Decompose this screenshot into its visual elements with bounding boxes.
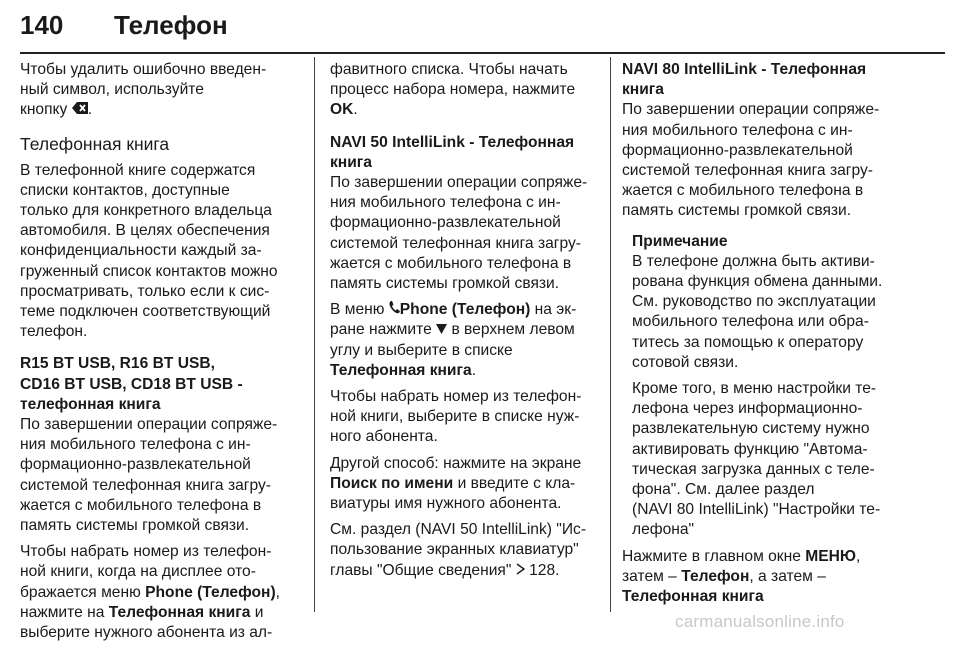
reference-arrow-icon bbox=[516, 561, 525, 581]
phone-icon bbox=[389, 300, 400, 320]
page-reference[interactable]: 128. bbox=[529, 561, 560, 579]
column-1 bbox=[20, 60, 305, 649]
paragraph: фавитного списка. Чтобы начать процесс набора номера, нажмите OK. bbox=[330, 61, 576, 119]
paragraph: В меню Phone (Телефон) на эк- ране нажмите в верхнем левом углу и выберите в списке Телефонная книга. bbox=[330, 301, 577, 379]
page-header bbox=[20, 0, 945, 50]
subheading: NAVI 80 IntelliLink - Телефонная книга По завершении операции сопряже- ния мобильного телефона с ин- формационно-развлекательной системой телефонная книга загру- жается с мобильного телефона в память системы громкой связи. bbox=[622, 61, 880, 220]
note: Примечание В телефоне должна быть активи- рована функция обмена данными. См. руководство по эксплуатации мобильного телефона или обра- титесь за помощью к оператору сотовой связи. bbox=[632, 232, 947, 373]
column-2 bbox=[330, 60, 602, 587]
down-triangle-icon bbox=[436, 320, 447, 340]
paragraph: Чтобы набрать номер из телефон- ной книги, выберите в списке нуж- ного абонента. bbox=[330, 388, 582, 446]
paragraph: Чтобы набрать номер из телефон- ной книги, когда на дисплее ото- бражается меню Phone (Телефон), нажмите на Телефонная книга и выберите нужного абонента из ал- bbox=[20, 543, 281, 642]
watermark: carmanualsonline.info bbox=[675, 612, 845, 631]
backspace-icon bbox=[72, 100, 88, 120]
section-heading: Телефонная книга bbox=[20, 133, 170, 154]
column-divider-2 bbox=[610, 57, 611, 612]
paragraph: Нажмите в главном окне МЕНЮ, затем – Телефон, а затем – Телефонная книга bbox=[622, 547, 861, 606]
note-box bbox=[622, 232, 947, 541]
column-divider-1 bbox=[314, 57, 315, 612]
paragraph: Чтобы удалить ошибочно введен- ный символ, используйте кнопку . bbox=[20, 60, 305, 121]
paragraph: См. раздел (NAVI 50 IntelliLink) "Ис- пользование экранных клавиатур" главы "Общие сведения" 128. bbox=[330, 520, 602, 581]
column-3 bbox=[622, 60, 947, 613]
header-rule bbox=[20, 52, 945, 54]
subheading: NAVI 50 IntelliLink - Телефонная книга По завершении операции сопряже- ния мобильного телефона с ин- формационно-развлекательной системой телефонная книга загру- жается с мобильного телефона в память системы громкой связи. bbox=[330, 133, 588, 293]
note-paragraph: Кроме того, в меню настройки те- лефона через информационно- развлекательную систему нужно активировать функцию "Автома- тическая загрузка данных с теле- фона". См. далее раздел (NAVI 80 IntelliLink) "Настройки те- лефона" bbox=[632, 380, 881, 539]
paragraph: В телефонной книге содержатся списки контактов, доступные только для конкретного владельца автомобиля. В целях обеспечения конфиденциальности каждый за- груженный список контактов можно просматривать, только если к сис- теме подключен соответствующий телефон. bbox=[20, 161, 278, 341]
page-title: Телефон bbox=[114, 10, 228, 40]
page-number: 140 bbox=[20, 10, 64, 40]
note-title: Примечание bbox=[632, 232, 728, 250]
paragraph: Другой способ: нажмите на экране Поиск по имени и введите с кла- виатуры имя нужного абонента. bbox=[330, 454, 582, 513]
subheading: R15 BT USB, R16 BT USB, CD16 BT USB, CD18 BT USB - телефонная книга По завершении операции сопряже- ния мобильного телефона с ин- формационно-развлекательной системой телефонная книга загру- жается с мобильного телефона в память системы громкой связи. bbox=[20, 355, 278, 535]
